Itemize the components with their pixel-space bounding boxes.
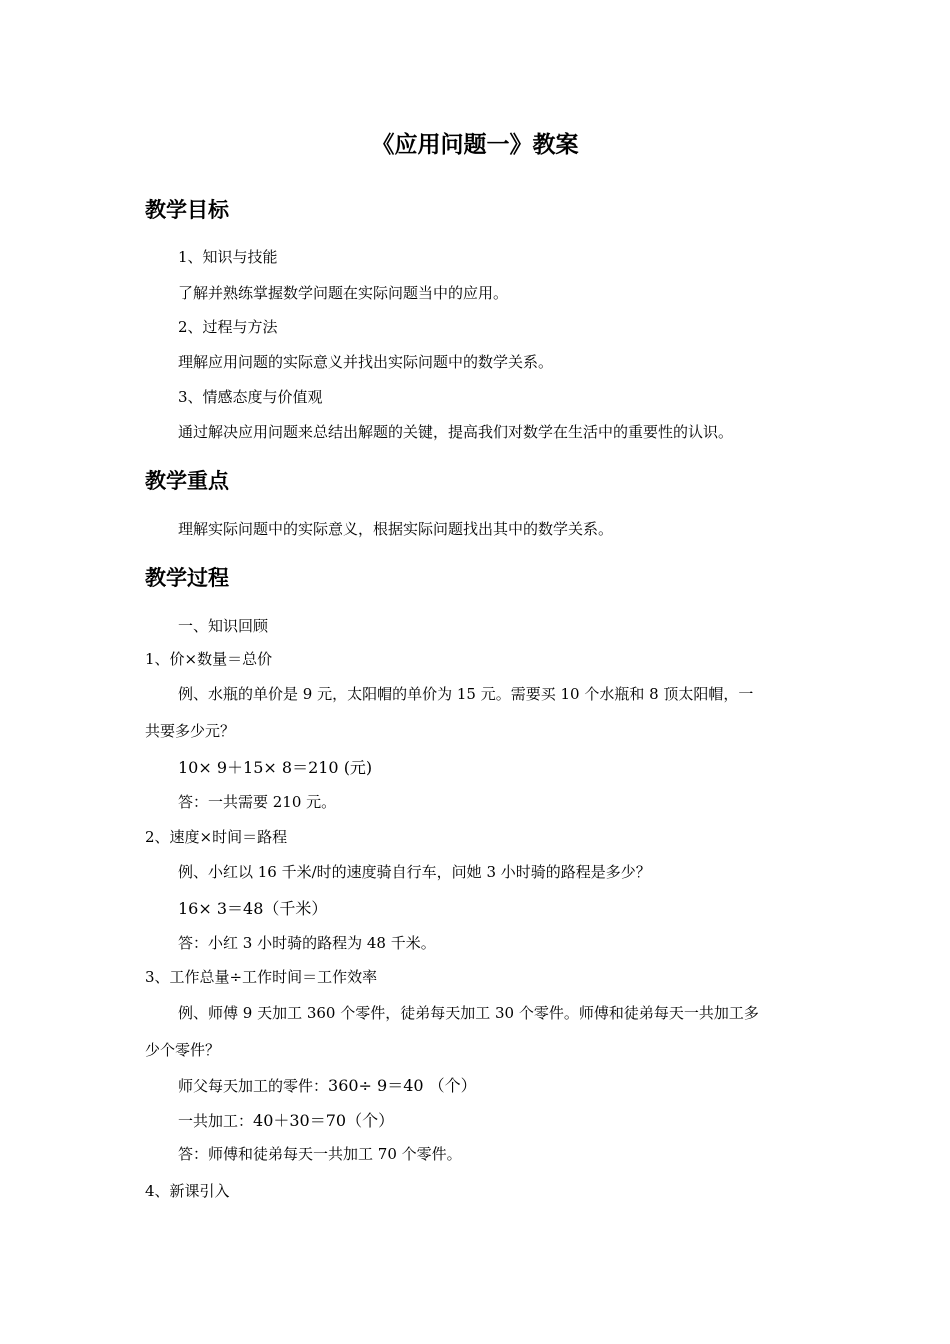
keypoints-text: 理解实际问题中的实际意义，根据实际问题找出其中的数学关系。 xyxy=(178,520,614,538)
review-1-example-line1: 例、水瓶的单价是 9 元，太阳帽的单价为 15 元。需要买 10 个水瓶和 8 顶太阳帽，一 xyxy=(178,685,754,703)
review-3-step2-label: 一共加工： xyxy=(178,1112,254,1130)
goal-2-label: 2、过程与方法 xyxy=(178,318,278,336)
review-3-example-line1: 例、师傅 9 天加工 360 个零件，徒弟每天加工 30 个零件。师傅和徒弟每天一共加工多 xyxy=(178,1004,759,1022)
review-1-title: 1、价×数量＝总价 xyxy=(145,650,273,668)
goal-3-label: 3、情感态度与价值观 xyxy=(178,388,323,406)
goal-3-text: 通过解决应用问题来总结出解题的关键，提高我们对数学在生活中的重要性的认识。 xyxy=(178,423,734,441)
review-3-step1 xyxy=(178,1073,477,1096)
review-1-example-line2: 共要多少元？ xyxy=(145,722,236,740)
goal-2-text: 理解应用问题的实际意义并找出实际问题中的数学关系。 xyxy=(178,353,554,371)
heading-goals: 教学目标 xyxy=(145,198,229,222)
review-1-formula: 10× 9＋15× 8＝210 (元) xyxy=(178,758,373,777)
review-2-title: 2、速度×时间＝路程 xyxy=(145,828,288,846)
review-2-formula: 16× 3＝48（千米） xyxy=(178,899,328,918)
review-3-answer: 答：师傅和徒弟每天一共加工 70 个零件。 xyxy=(178,1145,462,1163)
goal-1-label: 1、知识与技能 xyxy=(178,248,278,266)
heading-keypoints: 教学重点 xyxy=(145,469,229,493)
review-3-step1-label: 师父每天加工的零件： xyxy=(178,1077,329,1095)
review-3-example-line2: 少个零件？ xyxy=(145,1041,221,1059)
review-2-answer: 答：小红 3 小时骑的路程为 48 千米。 xyxy=(178,934,436,952)
goal-1-text: 了解并熟练掌握数学问题在实际问题当中的应用。 xyxy=(178,284,509,302)
review-heading: 一、知识回顾 xyxy=(178,617,269,635)
review-2-example: 例、小红以 16 千米/时的速度骑自行车，问她 3 小时骑的路程是多少？ xyxy=(178,863,651,881)
review-1-answer: 答：一共需要 210 元。 xyxy=(178,793,337,811)
document-title: 《应用问题一》教案 xyxy=(371,132,579,158)
review-3-step2 xyxy=(178,1108,394,1131)
review-3-title: 3、工作总量÷工作时间＝工作效率 xyxy=(145,968,378,986)
heading-process: 教学过程 xyxy=(145,566,229,590)
review-3-step1-formula: 360÷ 9＝40 （个） xyxy=(328,1076,477,1095)
review-3-step2-formula: 40＋30＝70（个） xyxy=(253,1111,395,1130)
review-4-title: 4、新课引入 xyxy=(145,1182,230,1200)
